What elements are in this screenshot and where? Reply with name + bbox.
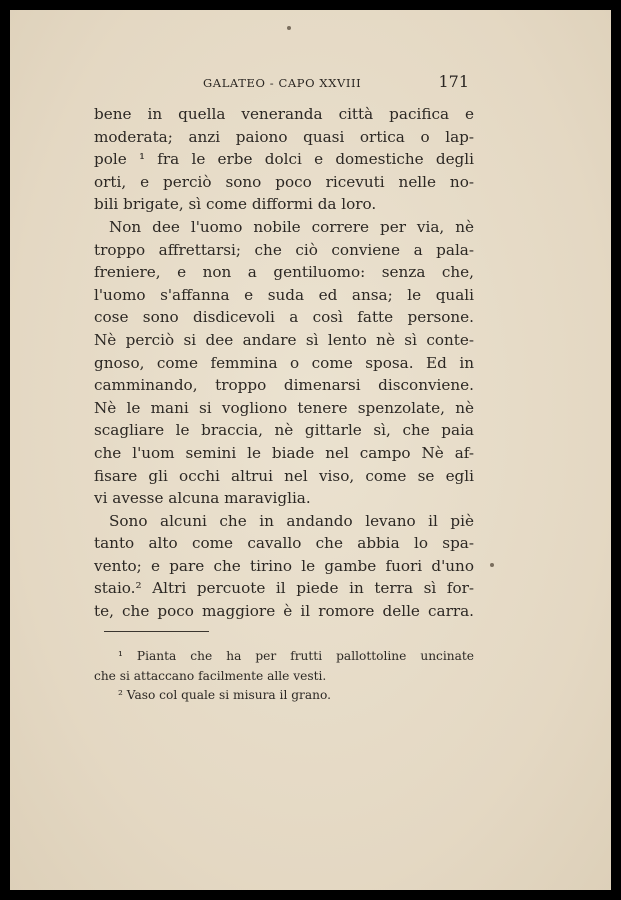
footnote-1: ¹ Pianta che ha per frutti pallottoline uncinate	[118, 649, 474, 663]
text-line: bili brigate, sì come difformi da loro.	[94, 195, 377, 214]
text-line: camminando, troppo dimenarsi disconviene.	[94, 376, 474, 395]
paragraph-start-line: Sono alcuni che in andando levano il piè	[109, 511, 474, 530]
running-head: GALATEO - CAPO XXVIII	[203, 76, 362, 90]
text-line: Nè perciò si dee andare sì lento nè sì conte-	[94, 330, 474, 349]
footnote-divider	[104, 631, 209, 632]
text-line: vi avesse alcuna maraviglia.	[94, 489, 311, 508]
page-number: 171	[438, 72, 469, 91]
footnote-2: ² Vaso col quale si misura il grano.	[118, 688, 331, 702]
text-line: pole ¹ fra le erbe dolci e domestiche degli	[94, 150, 474, 169]
text-line: scagliare le braccia, nè gittarle sì, che paia	[94, 421, 474, 440]
paragraph-start-line: Non dee l'uomo nobile correre per via, nè	[109, 217, 474, 236]
text-line: fisare gli occhi altrui nel viso, come se egli	[94, 466, 474, 485]
text-line: vento; e pare che tirino le gambe fuori d'uno	[94, 556, 474, 575]
text-line: orti, e perciò sono poco ricevuti nelle no-	[94, 172, 474, 191]
text-line: staio.² Altri percuote il piede in terra sì for-	[94, 579, 474, 598]
footnotes	[94, 647, 474, 706]
book-page	[10, 10, 611, 890]
paper-speck	[490, 563, 494, 567]
page-header	[103, 72, 475, 94]
text-line: cose sono disdicevoli a così fatte persone.	[94, 308, 474, 327]
text-line: gnoso, come femmina o come sposa. Ed in	[94, 353, 474, 372]
text-line: te, che poco maggiore è il romore delle carra.	[94, 602, 474, 621]
body-text	[94, 103, 474, 623]
text-line: che l'uom semini le biade nel campo Nè af-	[94, 443, 474, 462]
text-line: bene in quella veneranda città pacifica e	[94, 105, 474, 123]
paper-speck	[287, 26, 291, 30]
text-line: freniere, e non a gentiluomo: senza che,	[94, 263, 474, 282]
text-line: Nè le mani si vogliono tenere spenzolate, nè	[94, 398, 474, 417]
text-line: troppo affrettarsi; che ciò conviene a pala-	[94, 240, 474, 259]
text-line: tanto alto come cavallo che abbia lo spa-	[94, 534, 474, 553]
text-line: l'uomo s'affanna e suda ed ansa; le quali	[94, 285, 474, 304]
footnote-1-continuation: che si attaccano facilmente alle vesti.	[94, 668, 327, 683]
text-line: moderata; anzi paiono quasi ortica o lap-	[94, 127, 474, 146]
